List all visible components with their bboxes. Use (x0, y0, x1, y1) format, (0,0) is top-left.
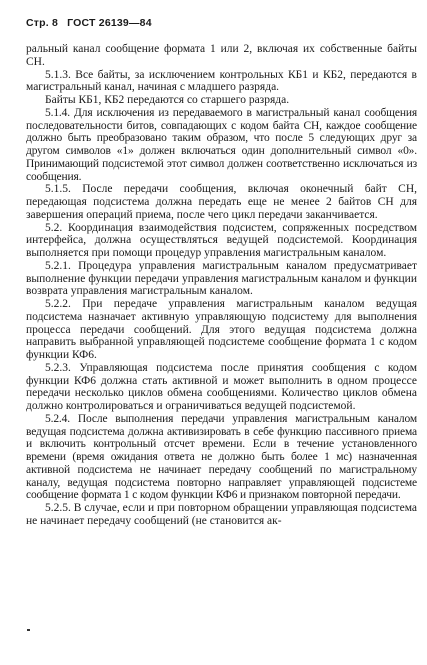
scan-speck (27, 629, 30, 631)
paragraph-5-1-5: 5.1.5. После передачи сообщения, включая оконечный байт СН, передающая подсистема должна передать еще не менее 2 байтов СН для завершения операций приема, после чего цикл передачи заканчивается. (26, 183, 417, 221)
page-header (26, 17, 152, 29)
paragraph-5-2-2: 5.2.2. При передаче управления магистральным каналом ведущая подсистема назначает активную управляющую подсистему для выполнения процесса передачи сообщений. Для этого ведущая подсистема должна направить выбранной управляющей подсистеме сообщение формата 1 с кодом функции КФ6. (26, 298, 417, 361)
standard-designation: ГОСТ 26139—84 (67, 17, 152, 29)
page-number: Стр. 8 (26, 17, 59, 29)
paragraph-kb-bytes: Байты КБ1, КБ2 передаются со старшего разряда. (45, 94, 290, 106)
paragraph-continuation: ральный канал сообщение формата 1 или 2, включая их собственные байты СН. (26, 43, 417, 68)
paragraph-5-2-4: 5.2.4. После выполнения передачи управления магистральным каналом ведущая подсистема должна активизировать в себе функцию пассивного приема и включить контрольный отсчет времени. Если в течение установленного времени (время ожидания ответа не должно быть более 1 мс) назначенная активной подсистема не начинает передачу сообщений по магистральному каналу, ведущая подсистема повторно направляет управляющей подсистеме сообщение формата 1 с кодом функции КФ6 и признаком повторной передачи. (26, 412, 417, 502)
paragraph-5-2-1: 5.2.1. Процедура управления магистральным каналом предусматривает выполнение функции передачи управления магистральным каналом и функции возврата управления магистральным каналом. (26, 259, 417, 298)
paragraph-5-2-5: 5.2.5. В случае, если и при повторном обращении управляющая подсистема не начинает передачу сообщений (не становится ак- (26, 502, 417, 527)
paragraph-5-1-3: 5.1.3. Все байты, за исключением контрольных КБ1 и КБ2, передаются в магистральный канал, начиная с младшего разряда. (26, 68, 417, 94)
paragraph-5-1-4: 5.1.4. Для исключения из передаваемого в магистральный канал сообщения последовательности битов, совпадающих с кодом байта СН, каждое сообщение должно быть преобразовано таким образом, что после 5 следующих друг за другом символов «1» должен включаться один дополнительный символ «0». Принимающий подсистемой этот символ должен соответственно исключаться из сообщения. (26, 106, 417, 183)
document-body (26, 43, 417, 528)
paragraph-5-2: 5.2. Координация взаимодействия подсистем, сопряженных посредством интерфейса, должна осуществляться ведущей подсистемой. Координация выполняется при помощи процедур управления магистральным каналом. (26, 221, 417, 259)
paragraph-5-2-3: 5.2.3. Управляющая подсистема после принятия сообщения с кодом функции КФ6 должна стать активной и может выполнить в одном процессе передачи несколько циклов обмена сообщениями. Количество циклов обмена должно контролироваться и ограничиваться ведущей подсистемой. (26, 361, 417, 412)
